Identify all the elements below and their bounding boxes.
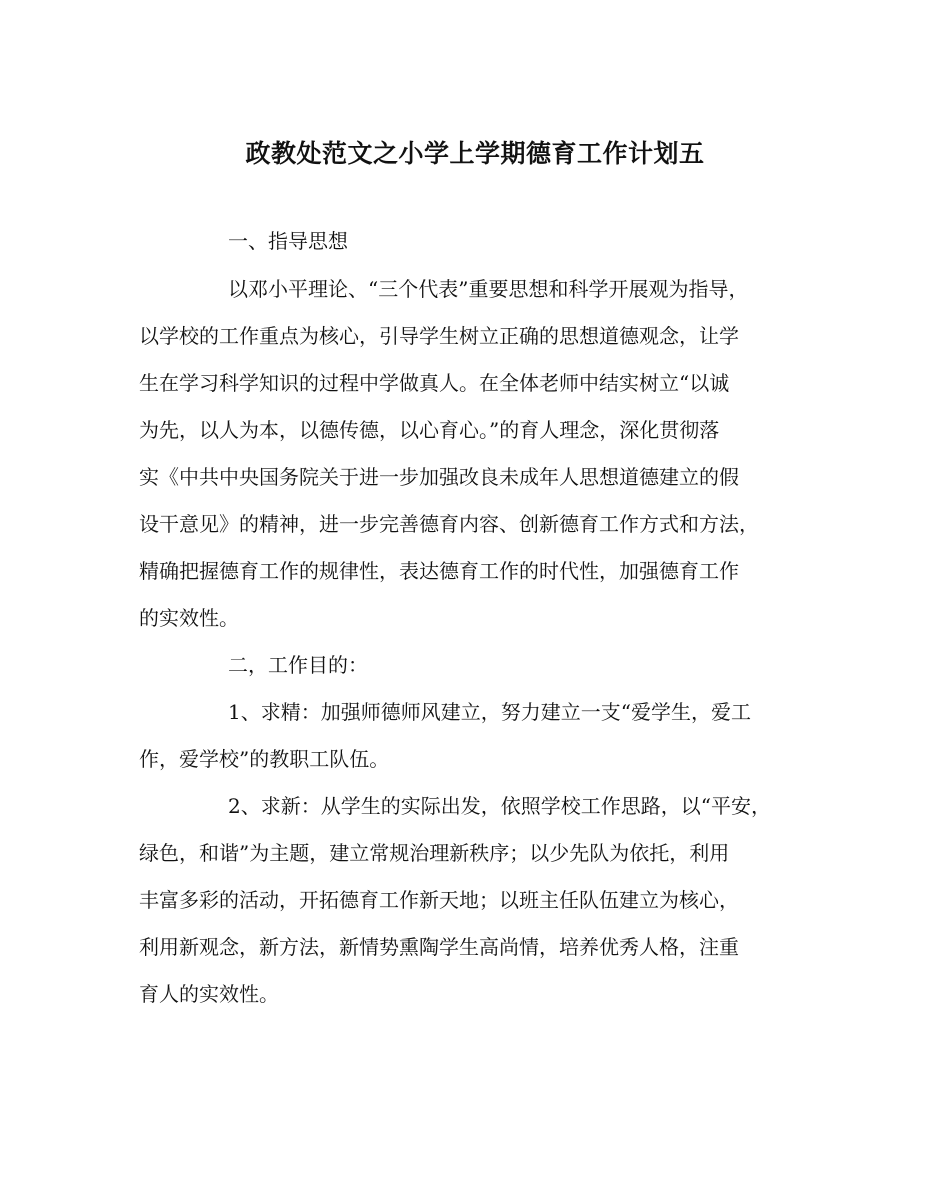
section-heading-guiding-ideology: 一、指导思想 xyxy=(228,229,348,253)
paragraph-line: 为先，以人为本，以德传德，以心育心。”的育人理念，深化贯彻落 xyxy=(139,418,720,442)
paragraph-line: 设干意见》的精神，进一步完善德育内容、创新德育工作方式和方法， xyxy=(139,512,759,536)
paragraph-line: 精确把握德育工作的规律性，表达德育工作的时代性，加强德育工作 xyxy=(139,559,739,583)
goal-item-line: 丰富多彩的活动，开拓德育工作新天地；以班主任队伍建立为核心， xyxy=(139,888,739,912)
section-heading-work-goals: 二，工作目的： xyxy=(228,653,368,677)
goal-item-line: 利用新观念，新方法，新情势熏陶学生高尚情，培养优秀人格，注重 xyxy=(139,935,739,959)
goal-item-line: 绿色，和谐”为主题，建立常规治理新秩序；以少先队为依托，利用 xyxy=(139,841,730,865)
paragraph-line: 以邓小平理论、“三个代表”重要思想和科学开展观为指导， xyxy=(228,277,749,301)
paragraph-line: 生在学习科学知识的过程中学做真人。在全体老师中结实树立“以诚 xyxy=(139,371,730,395)
paragraph-line: 以学校的工作重点为核心，引导学生树立正确的思想道德观念，让学 xyxy=(139,324,739,348)
goal-item-line: 育人的实效性。 xyxy=(139,982,279,1006)
paragraph-line: 实《中共中央国务院关于进一步加强改良未成年人思想道德建立的假 xyxy=(139,465,739,489)
goal-item-line: 1、求精：加强师德师风建立，努力建立一支“爱学生，爱工 xyxy=(228,700,751,724)
document-title: 政教处范文之小学上学期德育工作计划五 xyxy=(245,139,705,168)
goal-item-line: 2、求新：从学生的实际出发，依照学校工作思路，以“平安， xyxy=(228,794,771,818)
paragraph-line: 的实效性。 xyxy=(139,606,239,630)
goal-item-line: 作，爱学校”的教职工队伍。 xyxy=(139,747,390,771)
